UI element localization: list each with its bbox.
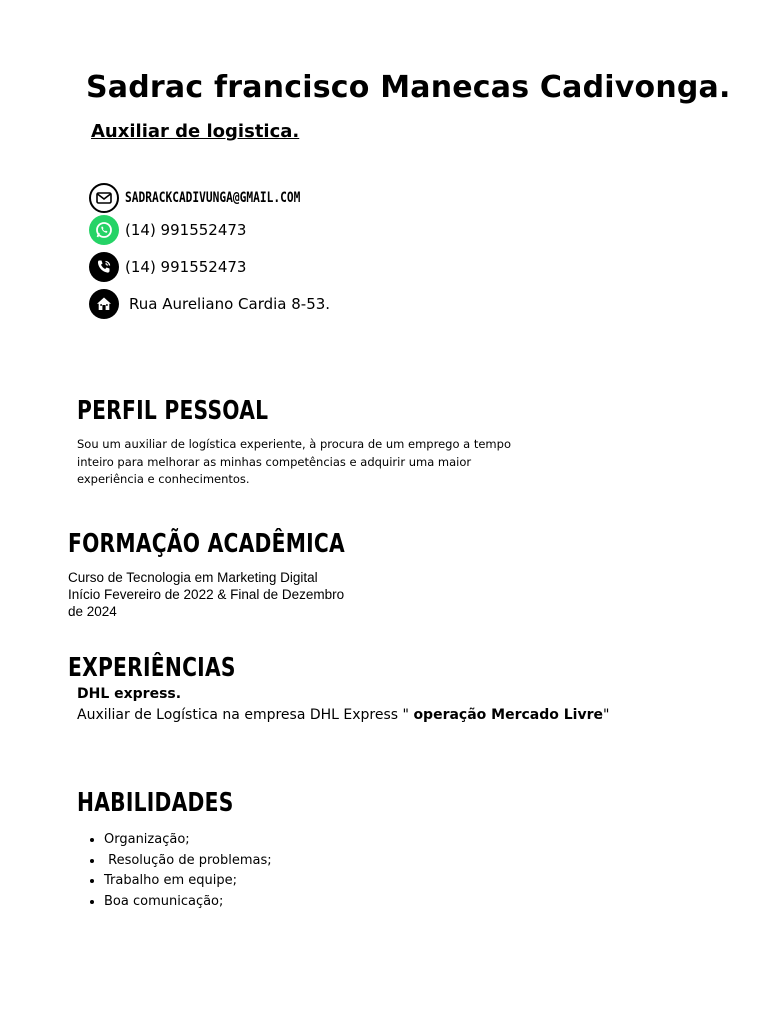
experience-description — [77, 707, 609, 723]
profile-text — [77, 436, 511, 489]
experience-suffix: " — [603, 707, 610, 723]
home-icon — [89, 289, 119, 319]
skill-item: • Boa comunicação; — [104, 892, 272, 913]
education-text — [68, 569, 344, 620]
education-line: Início Fevereiro de 2022 & Final de Dezembro — [68, 587, 345, 602]
contact-phone: (14) 991552473 — [125, 258, 247, 276]
contact-whatsapp: (14) 991552473 — [125, 221, 247, 239]
education-line: Curso de Tecnologia em Marketing Digital — [68, 570, 318, 585]
contact-address: Rua Aureliano Cardia 8-53. — [129, 295, 331, 313]
phone-icon — [89, 252, 119, 282]
contact-whatsapp-row — [89, 215, 246, 245]
experience-highlight: operação Mercado Livre — [413, 707, 603, 723]
whatsapp-icon — [89, 215, 119, 245]
contact-email: SADRACKCADIVUNGA@GMAIL.COM — [125, 190, 301, 206]
skills-title: HABILIDADES — [77, 788, 234, 818]
profile-line: inteiro para melhorar as minhas competências e adquirir uma maior — [77, 454, 472, 469]
contact-email-row — [89, 183, 344, 213]
skill-item: • Trabalho em equipe; — [104, 871, 272, 892]
skill-item: • Organização; — [104, 830, 272, 851]
skill-item: • Resolução de problemas; — [104, 851, 272, 872]
profile-line: Sou um auxiliar de logística experiente, à procura de um emprego a tempo — [77, 437, 511, 451]
education-title: FORMAÇÃO ACADÊMICA — [68, 529, 345, 559]
profile-line: experiência e conhecimentos. — [77, 472, 250, 486]
education-line: de 2024 — [68, 604, 117, 619]
resume-name: Sadrac francisco Manecas Cadivonga. — [86, 70, 731, 105]
skills-list — [86, 830, 272, 912]
contact-phone-row — [89, 252, 246, 282]
email-icon — [89, 183, 119, 213]
resume-role: Auxiliar de logistica. — [91, 121, 300, 142]
profile-title: PERFIL PESSOAL — [77, 396, 269, 426]
experience-title: EXPERIÊNCIAS — [68, 653, 236, 683]
experience-role-text: Auxiliar de Logística na empresa DHL Express " — [77, 707, 414, 723]
contact-address-row — [89, 289, 330, 319]
experience-company: DHL express. — [77, 686, 182, 702]
